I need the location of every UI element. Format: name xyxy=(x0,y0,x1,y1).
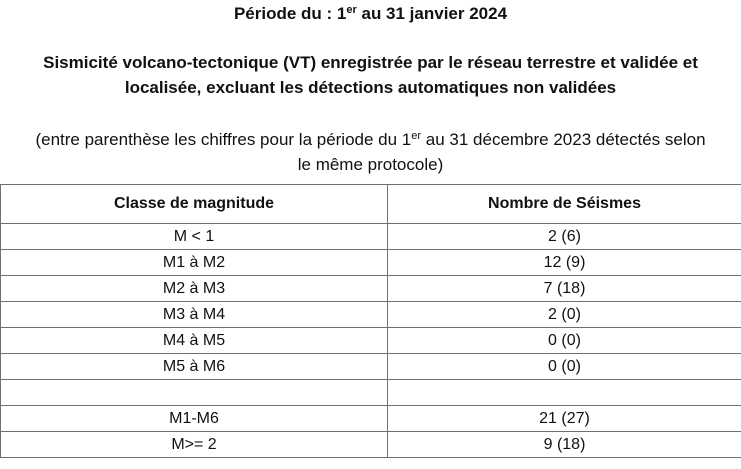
magnitude-class-cell: M5 à M6 xyxy=(1,354,388,380)
earthquake-count-cell: 12 (9) xyxy=(388,250,741,276)
magnitude-class-cell: M>= 2 xyxy=(1,432,388,458)
note-suffix: au 31 décembre 2023 détectés selon xyxy=(421,130,706,149)
earthquake-count-cell: 0 (0) xyxy=(388,328,741,354)
note-superscript: er xyxy=(411,130,422,142)
period-title xyxy=(0,3,741,25)
comparison-note xyxy=(0,127,741,177)
period-prefix: Période du : 1 xyxy=(233,4,347,23)
table-row xyxy=(1,354,741,380)
magnitude-class-cell: M3 à M4 xyxy=(1,302,388,328)
section-heading xyxy=(0,50,741,100)
seismicity-table xyxy=(0,184,741,458)
table-row xyxy=(1,328,741,354)
heading-line-2: localisée, excluant les détections automatiques non validées xyxy=(124,78,617,97)
table-row xyxy=(1,432,741,458)
heading-line-1: Sismicité volcano-tectonique (VT) enregistrée par le réseau terrestre et validée et xyxy=(43,53,698,72)
earthquake-count-cell: 21 (27) xyxy=(388,406,741,432)
magnitude-class-cell: M1 à M2 xyxy=(1,250,388,276)
magnitude-class-cell: M < 1 xyxy=(1,224,388,250)
magnitude-class-cell: M4 à M5 xyxy=(1,328,388,354)
earthquake-count-cell: 2 (0) xyxy=(388,302,741,328)
header-magnitude-class: Classe de magnitude xyxy=(1,185,388,224)
table-row xyxy=(1,276,741,302)
note-line-1 xyxy=(0,127,741,152)
header-earthquake-count: Nombre de Séismes xyxy=(388,185,741,224)
table-row xyxy=(1,380,741,406)
magnitude-class-cell xyxy=(1,380,388,406)
table-row xyxy=(1,250,741,276)
magnitude-class-cell: M1-M6 xyxy=(1,406,388,432)
period-suffix: au 31 janvier 2024 xyxy=(356,4,508,23)
period-superscript: er xyxy=(346,4,357,16)
earthquake-count-cell: 7 (18) xyxy=(388,276,741,302)
earthquake-count-cell: 2 (6) xyxy=(388,224,741,250)
table-row xyxy=(1,224,741,250)
earthquake-count-cell: 0 (0) xyxy=(388,354,741,380)
table-row xyxy=(1,406,741,432)
table-row xyxy=(1,302,741,328)
note-line-2: le même protocole) xyxy=(297,155,444,174)
note-prefix: (entre parenthèse les chiffres pour la période du 1 xyxy=(35,130,412,149)
earthquake-count-cell: 9 (18) xyxy=(388,432,741,458)
table-header-row xyxy=(1,185,741,224)
earthquake-count-cell xyxy=(388,380,741,406)
magnitude-class-cell: M2 à M3 xyxy=(1,276,388,302)
